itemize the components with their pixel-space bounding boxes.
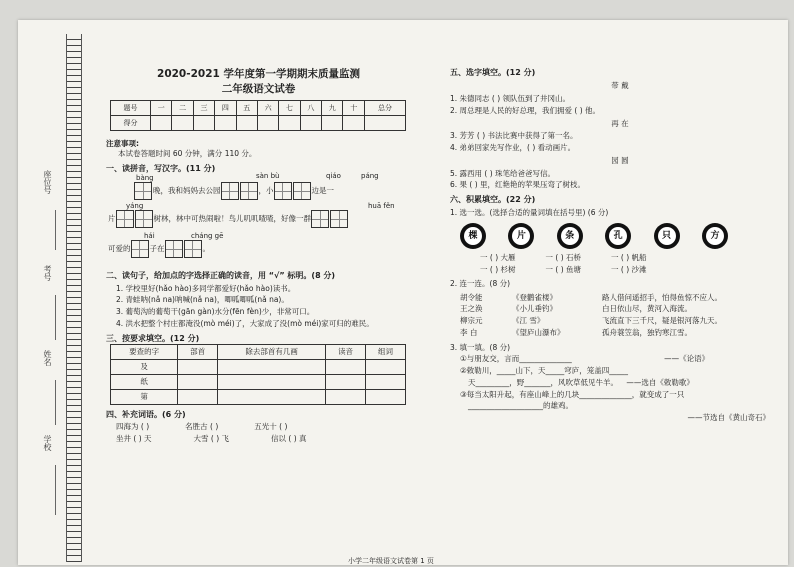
- poem-item[interactable]: 《江 雪》: [512, 316, 545, 326]
- fill-blank[interactable]: _____: [609, 366, 628, 376]
- flower-word: [508, 223, 534, 249]
- section-2-item[interactable]: 3. 葡萄沟的葡萄干(gān gàn)水分(fēn fèn)少，非常可口。: [116, 307, 315, 317]
- measure-blank[interactable]: 一 ( ) 大雁: [480, 253, 516, 263]
- section-6-sub2: 2. 连一连。(8 分): [450, 278, 511, 288]
- table-header-cell: 组词: [366, 344, 406, 359]
- answer-cell[interactable]: [326, 374, 366, 389]
- answer-cell[interactable]: [218, 374, 326, 389]
- flower-char: 条: [561, 227, 579, 245]
- fill-text: 穹庐，笼盖四: [564, 366, 610, 376]
- score-cell: 六: [257, 101, 278, 116]
- score-row-label: 得分: [111, 116, 151, 131]
- char-pair: 带 戴: [611, 81, 629, 91]
- score-blank: [236, 116, 257, 131]
- sentence-text: 可爱的: [108, 244, 131, 254]
- fill-text: ②敕勒川，: [460, 366, 497, 376]
- page-footer: 小学二年级语文试卷第 1 页: [348, 557, 434, 565]
- char-pair: 园 圆: [611, 155, 629, 165]
- flower-char: 片: [512, 227, 530, 245]
- poet-item[interactable]: 王之涣: [460, 304, 483, 314]
- section-2-heading: 二、读句子，给加点的字选择正确的读音，用 “√” 标明。(8 分): [106, 271, 336, 281]
- measure-row-2: [480, 265, 790, 275]
- section-4-heading: 四、补充词语。(6 分): [106, 409, 186, 419]
- verse-item[interactable]: 白日依山尽，黄河入海流。: [602, 304, 692, 314]
- idiom-blank[interactable]: 信以 ( ) 真: [271, 434, 307, 444]
- section-6-sub1: 1. 选一选。(选择合适的量词填在括号里) (6 分): [450, 207, 609, 217]
- fill-source: ——选自《敕勒歌》: [626, 377, 694, 387]
- idiom-blank[interactable]: 大雪 ( ) 飞: [193, 434, 230, 444]
- answer-cell[interactable]: [326, 359, 366, 374]
- exam-number-label: 考号: [43, 265, 52, 281]
- fill-text: 的雄鸡。: [543, 401, 573, 411]
- writing-grid[interactable]: [135, 210, 153, 228]
- answer-cell[interactable]: [218, 389, 326, 404]
- fill-blank[interactable]: _____: [545, 366, 565, 376]
- writing-grid[interactable]: [240, 182, 258, 200]
- right-column: [450, 68, 790, 425]
- answer-cell[interactable]: [366, 374, 406, 389]
- writing-grid[interactable]: [221, 182, 239, 200]
- table-char-cell: 纸: [111, 374, 178, 389]
- measure-blank[interactable]: 一 ( ) 帆船: [611, 253, 647, 263]
- section-1-line-3: [108, 240, 210, 258]
- sentence-text: 边是一: [311, 186, 334, 196]
- score-blank: [193, 116, 214, 131]
- char-pair: 再 在: [611, 118, 629, 128]
- exam-subtitle: 二年级语文试卷: [221, 82, 296, 95]
- score-blank: [300, 116, 321, 131]
- school-label: 学校: [43, 435, 52, 451]
- pinyin-label: huā fěn: [368, 202, 395, 211]
- verse-item[interactable]: 飞流直下三千尺，疑是银河落九天。: [602, 316, 722, 326]
- verse-column: [602, 291, 722, 340]
- score-blank: [215, 116, 236, 131]
- score-table-header-row: [111, 101, 406, 116]
- school-line: [55, 465, 56, 515]
- poem-item[interactable]: 《望庐山瀑布》: [512, 327, 565, 337]
- section-1-body: [106, 174, 411, 266]
- writing-grid[interactable]: [134, 182, 152, 200]
- score-blank: [172, 116, 193, 131]
- table-row: [111, 389, 406, 404]
- dictionary-table-header: [111, 344, 406, 359]
- name-label: 姓名: [43, 350, 52, 366]
- sentence-text: 。: [202, 244, 210, 254]
- answer-cell[interactable]: [366, 389, 406, 404]
- writing-grid[interactable]: [131, 240, 149, 258]
- pinyin-label: yáng: [126, 202, 144, 211]
- section-5-item[interactable]: 3. 芳芳 ( ) 书法比赛中获得了第一名。: [450, 131, 578, 141]
- dictionary-table: [110, 344, 406, 405]
- seat-number-label: 座位号: [43, 170, 52, 194]
- poem-item[interactable]: 《小儿垂钓》: [512, 304, 557, 314]
- score-table-score-row: [111, 116, 406, 131]
- verse-item[interactable]: 路人借问遥招手，怕得鱼惊不应人。: [602, 292, 722, 302]
- exam-title: 2020-2021 学年度第一学期期末质量监测: [157, 68, 360, 80]
- pinyin-label: cháng gē: [191, 232, 224, 241]
- sentence-text: 子在: [149, 244, 165, 254]
- score-cell: 一: [151, 101, 172, 116]
- poet-item[interactable]: 胡令能: [460, 292, 483, 302]
- measure-blank[interactable]: 一 ( ) 鱼塘: [545, 265, 582, 275]
- flower-word: [654, 223, 680, 249]
- section-5-item[interactable]: 4. 弟弟回家先写作业，( ) 看动画片。: [450, 143, 576, 153]
- section-5-heading: 五、选字填空。(12 分): [450, 68, 536, 77]
- table-row: [111, 359, 406, 374]
- table-header-cell: 除去部首有几画: [218, 344, 326, 359]
- table-header-cell: 部首: [178, 344, 218, 359]
- answer-cell[interactable]: [178, 374, 218, 389]
- measure-blank[interactable]: 一 ( ) 石桥: [545, 253, 582, 263]
- answer-cell[interactable]: [178, 389, 218, 404]
- fill-text: ，就变成了一只: [631, 389, 685, 399]
- table-char-cell: 第: [111, 389, 178, 404]
- score-cell: 三: [193, 101, 214, 116]
- exam-number-line: [55, 295, 56, 340]
- fill-blank[interactable]: ______________: [579, 389, 632, 399]
- fill-text: ，风吹草低见牛羊。: [550, 377, 618, 387]
- matching-block: [460, 291, 790, 340]
- fill-text: ①与朋友交，言而: [460, 354, 520, 364]
- answer-cell[interactable]: [218, 359, 326, 374]
- answer-cell[interactable]: [178, 359, 218, 374]
- sentence-text: 树林，林中可热闹啦！鸟儿叽叽喳喳，好像一群: [153, 214, 311, 224]
- section-2-item[interactable]: 4. 洪水把整个村庄都淹没(mò méi)了，大家成了没(mò méi)家可归的难民。: [116, 318, 374, 328]
- fill-blank[interactable]: ____________________: [468, 401, 543, 411]
- idiom-blank[interactable]: 坐井 ( ) 天: [116, 434, 152, 444]
- sentence-text: ，小: [258, 186, 274, 196]
- flower-char: 棵: [464, 227, 482, 245]
- writing-grid[interactable]: [184, 240, 202, 258]
- poet-column: [460, 291, 512, 340]
- score-blank: [279, 116, 300, 131]
- section-6-heading: 六、积累填空。(22 分): [450, 195, 536, 205]
- fill-blank[interactable]: ______________: [519, 354, 572, 364]
- score-cell: 五: [236, 101, 257, 116]
- writing-grid[interactable]: [116, 210, 134, 228]
- flower-char: 孔: [609, 227, 627, 245]
- score-blank: [151, 116, 172, 131]
- flower-word: [460, 223, 486, 249]
- flower-char: 只: [658, 227, 676, 245]
- score-cell: 九: [322, 101, 343, 116]
- score-cell: 十: [343, 101, 365, 116]
- fill-line: [460, 354, 790, 364]
- pinyin-label: qiáo: [326, 172, 341, 181]
- flower-word: [557, 223, 583, 249]
- notice-title: 注意事项:: [106, 139, 139, 149]
- exam-paper: [18, 20, 788, 565]
- score-cell: 八: [300, 101, 321, 116]
- poem-column: [512, 291, 602, 340]
- measure-row-1: [480, 253, 790, 263]
- idiom-blank[interactable]: 名胜古 ( ): [185, 422, 219, 432]
- left-column: [106, 68, 411, 446]
- verse-item[interactable]: 孤舟蓑笠翁，独钓寒江雪。: [602, 327, 692, 337]
- pinyin-label: páng: [361, 172, 379, 181]
- poet-item[interactable]: 柳宗元: [460, 316, 483, 326]
- section-1-line-1: [134, 182, 334, 200]
- fill-source: ——节选自《黄山奇石》: [687, 413, 770, 423]
- fill-text: 天: [468, 377, 476, 387]
- section-6-sub3: 3. 填一填。(8 分): [450, 342, 511, 352]
- score-cell: 题号: [111, 101, 151, 116]
- section-5-item[interactable]: 6. 果 ( ) 里，红艳艳的苹果压弯了树枝。: [450, 180, 586, 190]
- section-2-item[interactable]: 1. 学校里好(hǎo hào)多同学都爱好(hǎo hào)读书。: [116, 283, 296, 293]
- fill-line: [460, 366, 790, 376]
- binding-ruler: [66, 34, 82, 562]
- score-cell: 二: [172, 101, 193, 116]
- section-5-item[interactable]: 5. 露西用 ( ) 珠笔给爸爸写信。: [450, 168, 556, 178]
- pinyin-label: bàng: [136, 174, 154, 183]
- poet-item[interactable]: 李 白: [460, 327, 478, 337]
- sentence-text: 片: [108, 214, 116, 224]
- writing-grid[interactable]: [330, 210, 348, 228]
- seat-number-line: [55, 210, 56, 250]
- flower-word: [702, 223, 728, 249]
- table-char-cell: 及: [111, 359, 178, 374]
- score-blank: [365, 116, 406, 131]
- measure-blank[interactable]: 一 ( ) 沙滩: [611, 265, 647, 275]
- name-line: [55, 380, 56, 425]
- fill-line: [460, 390, 790, 400]
- score-blank: [322, 116, 343, 131]
- writing-grid[interactable]: [165, 240, 183, 258]
- score-blank: [343, 116, 365, 131]
- pinyin-label: hái: [144, 232, 155, 241]
- section-5-item[interactable]: 1. 朱德同志 ( ) 领队伍到了井冈山。: [450, 94, 571, 104]
- idiom-blank[interactable]: 五光十 ( ): [254, 422, 288, 432]
- fill-line: [468, 378, 790, 388]
- table-header-cell: 读音: [326, 344, 366, 359]
- section-4-row-1: [116, 422, 411, 432]
- fill-source: ——《论语》: [664, 354, 710, 364]
- score-blank: [257, 116, 278, 131]
- poem-item[interactable]: 《登鹳雀楼》: [512, 292, 557, 302]
- flower-word: [605, 223, 631, 249]
- writing-grid[interactable]: [311, 210, 329, 228]
- idiom-blank[interactable]: 四海为 ( ): [116, 422, 150, 432]
- fill-blank[interactable]: _________: [475, 377, 510, 387]
- writing-grid[interactable]: [274, 182, 292, 200]
- flower-char: 方: [706, 227, 724, 245]
- fill-text: ③每当太阳升起，有座山峰上的几块: [460, 389, 580, 399]
- fill-text: ，野: [509, 377, 525, 387]
- sentence-text: 晚，我和妈妈去公园: [153, 186, 221, 196]
- measure-word-flowers: [460, 223, 790, 249]
- fill-blank[interactable]: _______: [524, 377, 551, 387]
- score-cell: 七: [279, 101, 300, 116]
- score-cell: 总分: [365, 101, 406, 116]
- fill-blank[interactable]: _____: [496, 366, 516, 376]
- section-1-line-2: [108, 210, 349, 228]
- score-table: [110, 100, 406, 131]
- section-2-item[interactable]: 2. 青蛙呐(nǎ na)呐喊(nǎ na)，唧呱唧呱(nǎ na)。: [116, 295, 289, 305]
- answer-cell[interactable]: [366, 359, 406, 374]
- pinyin-label: sàn bù: [256, 172, 280, 181]
- score-cell: 四: [215, 101, 236, 116]
- fill-line: [468, 401, 790, 411]
- section-3-heading: 三、按要求填空。(12 分): [106, 333, 200, 343]
- section-5-item[interactable]: 2. 周总理是人民的好总理，我们拥爱 ( ) 他。: [450, 105, 601, 115]
- writing-grid[interactable]: [293, 182, 311, 200]
- measure-blank[interactable]: 一 ( ) 杉树: [480, 265, 516, 275]
- section-4-row-2: [116, 434, 411, 444]
- table-header-cell: 要查的字: [111, 344, 178, 359]
- fill-text: 山下，天: [515, 366, 546, 376]
- answer-cell[interactable]: [326, 389, 366, 404]
- table-row: [111, 374, 406, 389]
- section-1-heading: 一、读拼音，写汉字。(11 分): [106, 163, 216, 173]
- notice-text: 本试卷答题时间 60 分钟，满分 110 分。: [118, 149, 257, 159]
